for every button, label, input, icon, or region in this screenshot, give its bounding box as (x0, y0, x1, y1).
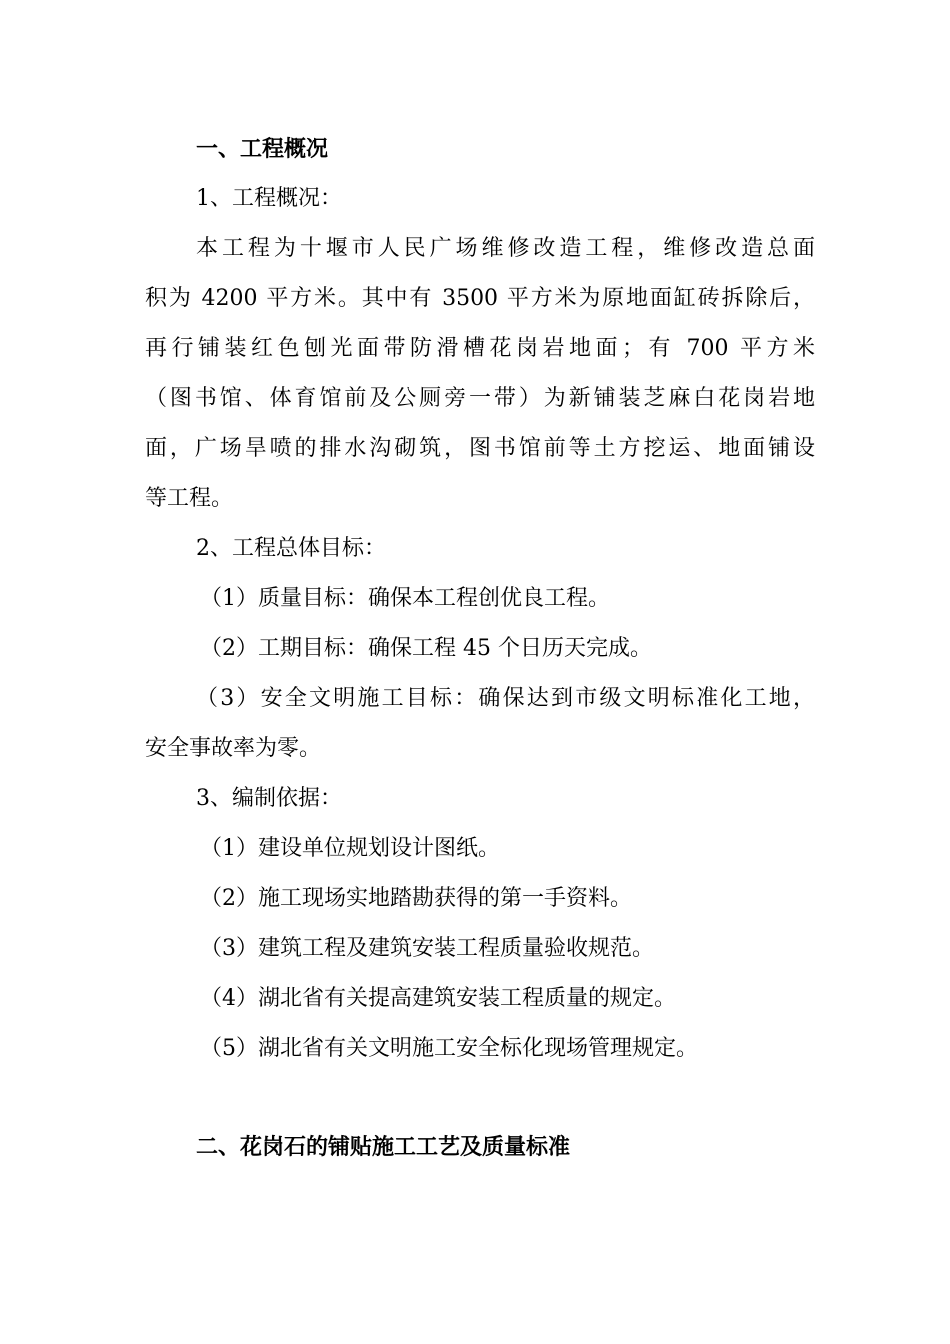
list-item: （1）质量目标：确保本工程创优良工程。 (200, 586, 610, 611)
paragraph-line: 再行铺装红色刨光面带防滑槽花岗岩地面；有 700 平方米 (145, 336, 815, 361)
list-item: （5）湖北省有关文明施工安全标化现场管理规定。 (200, 1036, 698, 1061)
section-1-title: 一、工程概况 (196, 136, 329, 162)
list-item: （3）安全文明施工目标：确保达到市级文明标准化工地， (196, 686, 815, 711)
paragraph-line: 本工程为十堰市人民广场维修改造工程，维修改造总面 (196, 236, 815, 261)
subsection-3-heading: 3、编制依据： (196, 786, 342, 811)
subsection-2-heading: 2、工程总体目标： (196, 536, 386, 561)
paragraph-line: 积为 4200 平方米。其中有 3500 平方米为原地面缸砖拆除后， (145, 286, 815, 311)
list-item: （2）施工现场实地踏勘获得的第一手资料。 (200, 886, 632, 911)
section-2-title: 二、花岗石的铺贴施工工艺及质量标准 (196, 1134, 571, 1160)
list-item: （2）工期目标：确保工程 45 个日历天完成。 (200, 636, 652, 661)
list-item: （4）湖北省有关提高建筑安装工程质量的规定。 (200, 986, 676, 1011)
list-item: （3）建筑工程及建筑安装工程质量验收规范。 (200, 936, 654, 961)
paragraph-line: 等工程。 (145, 486, 234, 511)
paragraph-line: 面，广场旱喷的排水沟砌筑，图书馆前等土方挖运、地面铺设 (145, 436, 815, 461)
list-item-continuation: 安全事故率为零。 (145, 736, 322, 761)
list-item: （1）建设单位规划设计图纸。 (200, 836, 500, 861)
paragraph-line: （图书馆、体育馆前及公厕旁一带）为新铺装芝麻白花岗岩地 (145, 386, 815, 411)
subsection-1-heading: 1、工程概况： (196, 186, 342, 211)
